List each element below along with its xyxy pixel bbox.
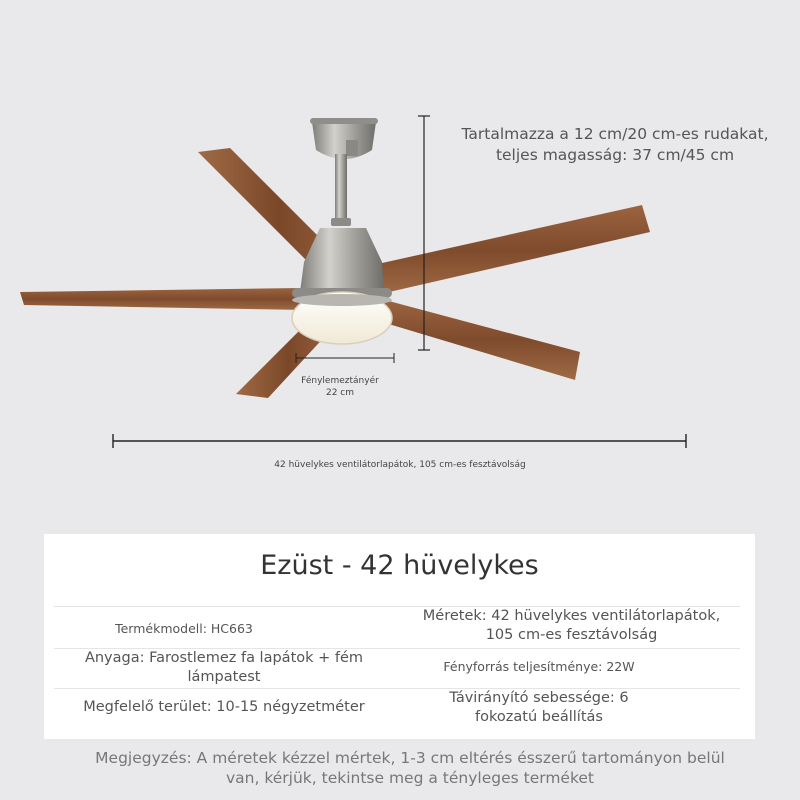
fan-downrod [335, 154, 347, 224]
fan-blade-right [360, 205, 650, 296]
spec-remote [404, 689, 674, 727]
height-annotation [455, 124, 775, 166]
spec-model: Termékmodell: HC663 [115, 621, 253, 636]
measurement-note [70, 748, 750, 788]
height-annotation-line1: Tartalmazza a 12 cm/20 cm-es rudakat, [461, 125, 769, 143]
disc-annotation [282, 375, 398, 399]
fan-blade-lower-right [382, 300, 580, 380]
spec-power: Fényforrás teljesítménye: 22W [443, 659, 635, 674]
measurement-note-line2: van, kérjük, tekintse meg a tényleges terméket [225, 769, 595, 787]
spec-size-line2: 105 cm-es fesztávolság [485, 627, 658, 643]
spec-remote-line2: fokozatú beállítás [475, 709, 603, 725]
span-dimension-line [113, 434, 686, 448]
spec-area: Megfelelő terület: 10-15 négyzetméter [83, 699, 365, 715]
spec-remote-line1: Távirányító sebessége: 6 [449, 690, 629, 706]
disc-annotation-size: 22 cm [325, 388, 355, 398]
spec-material-line2: lámpatest [187, 669, 261, 685]
spec-card [44, 534, 755, 739]
span-annotation: 42 hüvelykes ventilátorlapátok, 105 cm-es fesztávolság [274, 460, 526, 470]
spec-size [399, 607, 744, 645]
spec-title: Ezüst - 42 hüvelykes [260, 550, 539, 581]
spec-material [74, 649, 374, 687]
disc-dimension-line [296, 353, 394, 363]
spec-material-line1: Anyaga: Farostlemez fa lapátok + fém [84, 650, 364, 666]
spec-size-line1: Méretek: 42 hüvelykes ventilátorlapátok, [422, 608, 721, 624]
disc-annotation-label: Fénylemeztányér [301, 376, 379, 386]
fan-canopy [310, 118, 378, 159]
fan-blade-left [20, 288, 306, 310]
height-annotation-line2: teljes magasság: 37 cm/45 cm [495, 146, 735, 164]
measurement-note-line1: Megjegyzés: A méretek kézzel mértek, 1-3 cm eltérés ésszerű tartományon belül [95, 749, 725, 767]
